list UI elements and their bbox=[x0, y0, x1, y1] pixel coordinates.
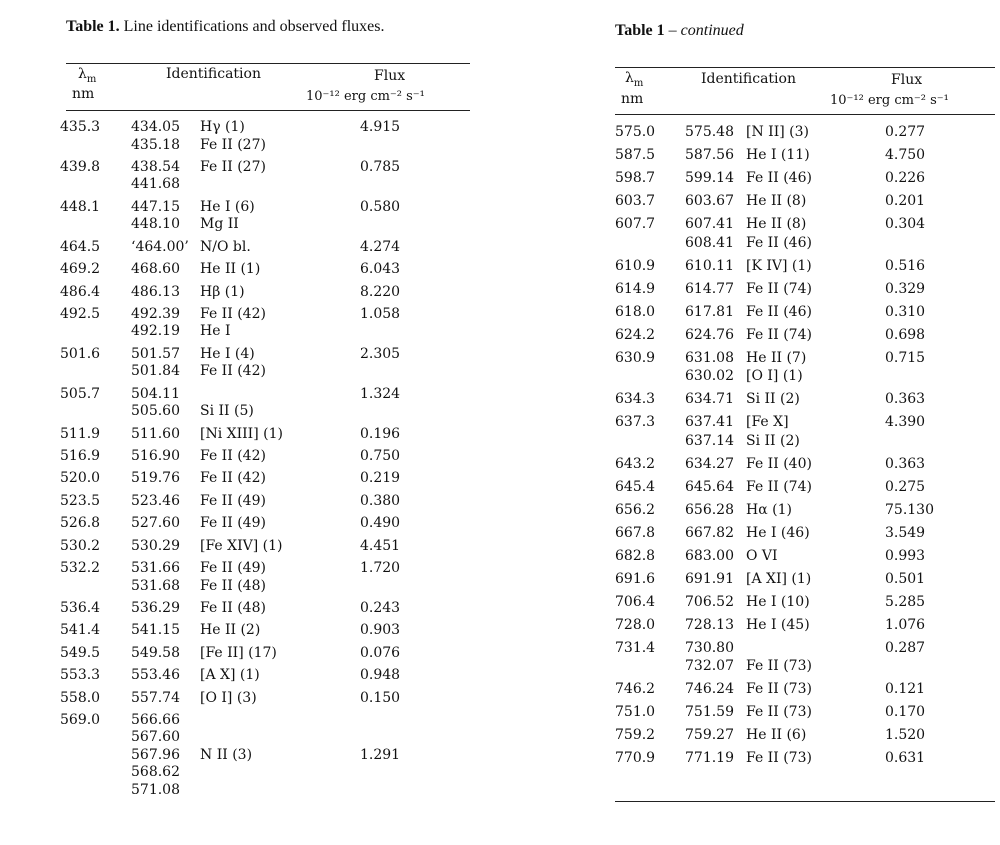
table-row bbox=[60, 599, 470, 617]
flux-value: 3.549 bbox=[885, 524, 926, 541]
table-row bbox=[60, 198, 470, 233]
observed-wavelength: 492.5 bbox=[60, 305, 101, 322]
observed-wavelength: 469.2 bbox=[60, 261, 101, 278]
lab-wavelength: 447.15 bbox=[131, 198, 180, 215]
table-row bbox=[60, 469, 470, 487]
observed-wavelength: 464.5 bbox=[60, 238, 101, 255]
ion-identification: Si II (2) bbox=[746, 391, 800, 407]
flux-value: 0.715 bbox=[885, 349, 926, 366]
lambda-subscript: m bbox=[633, 77, 644, 89]
ion-identification: Fe II (27) bbox=[200, 158, 266, 175]
observed-wavelength: 682.8 bbox=[615, 547, 656, 564]
observed-wavelength: 643.2 bbox=[615, 455, 656, 472]
lab-wavelength: 505.60 bbox=[131, 403, 180, 420]
lab-wavelength: 523.46 bbox=[131, 492, 180, 509]
lambda-symbol: λ bbox=[625, 70, 634, 86]
ion-identification: Fe II (48) bbox=[200, 599, 266, 616]
lab-wavelength: 549.58 bbox=[131, 644, 180, 661]
flux-value: 8.220 bbox=[360, 283, 401, 300]
observed-wavelength: 759.2 bbox=[615, 727, 656, 743]
table-row bbox=[60, 238, 470, 256]
ion-identification: [Fe XIV] (1) bbox=[200, 537, 283, 554]
observed-wavelength: 603.7 bbox=[615, 193, 656, 209]
observed-wavelength: 541.4 bbox=[60, 622, 101, 639]
flux-value: 0.363 bbox=[885, 391, 926, 407]
lab-wavelength: 603.67 bbox=[685, 193, 734, 209]
table-row bbox=[615, 749, 995, 768]
ion-identification: Fe II (73) bbox=[746, 658, 812, 674]
flux-value: 4.274 bbox=[360, 238, 401, 255]
lab-wavelength: 486.13 bbox=[131, 283, 180, 300]
table-row bbox=[615, 215, 995, 252]
col-header-unit: nm bbox=[621, 91, 644, 107]
lab-wavelength: 637.41 bbox=[685, 414, 734, 430]
flux-value: 1.291 bbox=[360, 746, 401, 763]
flux-value: 0.287 bbox=[885, 639, 926, 656]
lab-wavelength: 557.74 bbox=[131, 689, 180, 706]
table-row bbox=[615, 390, 995, 409]
flux-value: 0.150 bbox=[360, 689, 401, 706]
flux-value: 0.516 bbox=[885, 257, 926, 274]
flux-value: 1.720 bbox=[360, 560, 401, 576]
col-header-lambda bbox=[78, 66, 96, 85]
table-row bbox=[60, 345, 470, 380]
flux-value: 0.363 bbox=[885, 455, 926, 472]
ion-identification: Fe II (73) bbox=[746, 750, 812, 766]
ion-identification: Fe II (46) bbox=[746, 303, 812, 320]
ion-identification: Si II (5) bbox=[200, 403, 254, 420]
lab-wavelength: 656.28 bbox=[685, 501, 734, 518]
lab-wavelength: 751.59 bbox=[685, 704, 734, 720]
col-header-flux: Flux bbox=[891, 72, 923, 88]
flux-value: 0.580 bbox=[360, 198, 401, 215]
lab-wavelength: 732.07 bbox=[685, 658, 734, 674]
table-row bbox=[615, 703, 995, 722]
col-header-identification: Identification bbox=[166, 66, 261, 82]
lab-wavelength: 441.68 bbox=[131, 176, 180, 193]
flux-value: 0.076 bbox=[360, 644, 401, 661]
lab-wavelength: 730.80 bbox=[685, 639, 734, 656]
ion-identification: [Ni XIII] (1) bbox=[200, 425, 283, 442]
flux-value: 0.219 bbox=[360, 470, 401, 487]
ion-identification: Fe II (73) bbox=[746, 704, 812, 720]
lab-wavelength: 691.91 bbox=[685, 570, 734, 587]
lab-wavelength: 746.24 bbox=[685, 681, 734, 697]
lab-wavelength: 501.57 bbox=[131, 345, 180, 362]
ion-identification: Fe II (74) bbox=[746, 478, 812, 495]
col-header-identification: Identification bbox=[701, 71, 796, 87]
col-header-unit: nm bbox=[72, 86, 95, 102]
table-caption bbox=[66, 18, 384, 36]
table-row bbox=[615, 570, 995, 589]
lab-wavelength: 531.68 bbox=[131, 577, 180, 594]
observed-wavelength: 553.3 bbox=[60, 667, 101, 684]
flux-value: 1.324 bbox=[360, 385, 401, 402]
table-row bbox=[60, 689, 470, 707]
flux-value: 0.304 bbox=[885, 216, 926, 232]
ion-identification: Fe II (49) bbox=[200, 492, 266, 509]
flux-value: 0.121 bbox=[885, 681, 926, 697]
lab-wavelength: 504.11 bbox=[131, 385, 180, 402]
lab-wavelength: 492.19 bbox=[131, 323, 180, 340]
ion-identification: Fe II (49) bbox=[200, 560, 266, 576]
ion-identification: He I (10) bbox=[746, 593, 810, 610]
flux-value: 0.226 bbox=[885, 170, 926, 186]
flux-value: 0.277 bbox=[885, 124, 926, 140]
flux-value: 0.275 bbox=[885, 478, 926, 495]
observed-wavelength: 549.5 bbox=[60, 644, 101, 661]
lab-wavelength: 617.81 bbox=[685, 303, 734, 320]
table-row bbox=[60, 644, 470, 662]
flux-value: 0.329 bbox=[885, 280, 926, 297]
observed-wavelength: 523.5 bbox=[60, 492, 101, 509]
ion-identification: He II (6) bbox=[746, 727, 807, 743]
observed-wavelength: 530.2 bbox=[60, 537, 101, 554]
flux-value: 4.750 bbox=[885, 147, 926, 163]
lab-wavelength: 516.90 bbox=[131, 448, 180, 464]
header-rule bbox=[66, 110, 470, 111]
observed-wavelength: 558.0 bbox=[60, 689, 101, 706]
ion-identification: He I (45) bbox=[746, 616, 810, 633]
ion-identification: Fe II (27) bbox=[200, 136, 266, 153]
lab-wavelength: 771.19 bbox=[685, 750, 734, 766]
table-row bbox=[615, 192, 995, 211]
lambda-symbol: λ bbox=[78, 66, 87, 82]
flux-value: 0.380 bbox=[360, 492, 401, 509]
table-row bbox=[615, 478, 995, 497]
ion-identification: Fe II (49) bbox=[200, 515, 266, 532]
caption-label: Table 1. bbox=[66, 18, 120, 35]
flux-value: 1.058 bbox=[360, 305, 401, 322]
flux-value: 0.501 bbox=[885, 570, 926, 587]
observed-wavelength: 614.9 bbox=[615, 280, 656, 297]
lab-wavelength: 759.27 bbox=[685, 727, 734, 743]
table-row bbox=[615, 349, 995, 386]
lab-wavelength: 587.56 bbox=[685, 147, 734, 163]
flux-value: 4.451 bbox=[360, 537, 401, 554]
table-row bbox=[60, 537, 470, 555]
ion-identification: Hγ (1) bbox=[200, 119, 245, 135]
ion-identification: [O I] (1) bbox=[746, 368, 803, 384]
flux-value: 0.170 bbox=[885, 704, 926, 720]
col-header-flux-unit: 10⁻¹² erg cm⁻² s⁻¹ bbox=[830, 93, 949, 108]
table-row bbox=[615, 455, 995, 474]
ion-identification: He II (7) bbox=[746, 349, 807, 366]
flux-value: 0.785 bbox=[360, 158, 401, 175]
table-row bbox=[60, 260, 470, 278]
lab-wavelength: 624.76 bbox=[685, 326, 734, 343]
table-row bbox=[60, 559, 470, 594]
observed-wavelength: 526.8 bbox=[60, 515, 101, 532]
observed-wavelength: 634.3 bbox=[615, 391, 656, 407]
top-rule bbox=[615, 67, 995, 68]
flux-value: 4.915 bbox=[360, 119, 401, 135]
flux-value: 0.948 bbox=[360, 667, 401, 684]
col-header-flux-unit: 10⁻¹² erg cm⁻² s⁻¹ bbox=[306, 89, 425, 104]
table-row bbox=[615, 169, 995, 188]
observed-wavelength: 511.9 bbox=[60, 425, 101, 442]
observed-wavelength: 520.0 bbox=[60, 470, 101, 487]
table-row bbox=[60, 385, 470, 420]
lab-wavelength: 706.52 bbox=[685, 593, 734, 610]
table-row bbox=[615, 726, 995, 745]
ion-identification: He II (2) bbox=[200, 622, 261, 639]
ion-identification: He I (11) bbox=[746, 147, 810, 163]
flux-value: 75.130 bbox=[885, 501, 934, 518]
lab-wavelength: 599.14 bbox=[685, 170, 734, 186]
ion-identification: Fe II (74) bbox=[746, 280, 812, 297]
lab-wavelength: 434.05 bbox=[131, 119, 180, 135]
lab-wavelength: 448.10 bbox=[131, 216, 180, 233]
observed-wavelength: 501.6 bbox=[60, 345, 101, 362]
lab-wavelength: 571.08 bbox=[131, 781, 180, 798]
lab-wavelength: 438.54 bbox=[131, 158, 180, 175]
table-row bbox=[615, 639, 995, 676]
table-row bbox=[60, 711, 470, 799]
lab-wavelength: 631.08 bbox=[685, 349, 734, 366]
table-row bbox=[615, 680, 995, 699]
table-row bbox=[615, 303, 995, 322]
top-rule bbox=[66, 63, 470, 64]
flux-value: 1.520 bbox=[885, 727, 926, 743]
lab-wavelength: 541.15 bbox=[131, 622, 180, 639]
observed-wavelength: 532.2 bbox=[60, 560, 101, 576]
ion-identification: He I (46) bbox=[746, 524, 810, 541]
ion-identification: [A X] (1) bbox=[200, 667, 260, 684]
flux-value: 2.305 bbox=[360, 345, 401, 362]
observed-wavelength: 587.5 bbox=[615, 147, 656, 163]
lab-wavelength: 568.62 bbox=[131, 764, 180, 781]
ion-identification: O VI bbox=[746, 547, 778, 564]
ion-identification: Hβ (1) bbox=[200, 283, 245, 300]
flux-value: 0.490 bbox=[360, 515, 401, 532]
flux-value: 6.043 bbox=[360, 261, 401, 278]
table-row bbox=[615, 280, 995, 299]
observed-wavelength: 575.0 bbox=[615, 124, 656, 140]
lab-wavelength: 435.18 bbox=[131, 136, 180, 153]
header-rule bbox=[615, 114, 995, 115]
lab-wavelength: 492.39 bbox=[131, 305, 180, 322]
lab-wavelength: 530.29 bbox=[131, 537, 180, 554]
observed-wavelength: 610.9 bbox=[615, 257, 656, 274]
ion-identification: Fe II (73) bbox=[746, 681, 812, 697]
table-row bbox=[615, 616, 995, 635]
lab-wavelength: 566.66 bbox=[131, 711, 180, 728]
flux-value: 0.196 bbox=[360, 425, 401, 442]
lab-wavelength: 567.96 bbox=[131, 746, 180, 763]
table-row bbox=[60, 666, 470, 684]
table-row bbox=[615, 501, 995, 520]
observed-wavelength: 770.9 bbox=[615, 750, 656, 766]
table-row bbox=[60, 283, 470, 301]
ion-identification: Fe II (42) bbox=[200, 305, 266, 322]
observed-wavelength: 656.2 bbox=[615, 501, 656, 518]
table-row bbox=[615, 146, 995, 165]
ion-identification: He II (8) bbox=[746, 216, 807, 232]
lab-wavelength: 608.41 bbox=[685, 234, 734, 251]
observed-wavelength: 630.9 bbox=[615, 349, 656, 366]
lab-wavelength: 511.60 bbox=[131, 425, 180, 442]
observed-wavelength: 706.4 bbox=[615, 593, 656, 610]
lab-wavelength: 575.48 bbox=[685, 124, 734, 140]
lab-wavelength: 634.71 bbox=[685, 391, 734, 407]
ion-identification: [Fe X] bbox=[746, 414, 789, 430]
flux-value: 0.750 bbox=[360, 448, 401, 464]
ion-identification: He I (6) bbox=[200, 198, 255, 215]
lab-wavelength: 468.60 bbox=[131, 261, 180, 278]
observed-wavelength: 598.7 bbox=[615, 170, 656, 186]
lab-wavelength: 567.60 bbox=[131, 729, 180, 746]
ion-identification: He II (8) bbox=[746, 193, 807, 209]
ion-identification: Fe II (46) bbox=[746, 170, 812, 186]
table-row bbox=[60, 118, 470, 153]
ion-identification: Fe II (48) bbox=[200, 577, 266, 594]
observed-wavelength: 505.7 bbox=[60, 385, 101, 402]
ion-identification: Fe II (42) bbox=[200, 363, 266, 380]
flux-value: 0.631 bbox=[885, 750, 926, 766]
observed-wavelength: 645.4 bbox=[615, 478, 656, 495]
lab-wavelength: 553.46 bbox=[131, 667, 180, 684]
ion-identification: Fe II (42) bbox=[200, 470, 266, 487]
lab-wavelength: 607.41 bbox=[685, 216, 734, 232]
observed-wavelength: 728.0 bbox=[615, 616, 656, 633]
table-row bbox=[615, 123, 995, 142]
table-row bbox=[615, 257, 995, 276]
table-row bbox=[615, 547, 995, 566]
lab-wavelength: 531.66 bbox=[131, 560, 180, 576]
lab-wavelength: 610.11 bbox=[685, 257, 734, 274]
ion-identification: Fe II (42) bbox=[200, 448, 266, 464]
ion-identification: Si II (2) bbox=[746, 432, 800, 449]
ion-identification: [A XI] (1) bbox=[746, 570, 812, 587]
ion-identification: Hα (1) bbox=[746, 501, 792, 518]
observed-wavelength: 569.0 bbox=[60, 711, 101, 728]
observed-wavelength: 731.4 bbox=[615, 639, 656, 656]
observed-wavelength: 746.2 bbox=[615, 681, 656, 697]
observed-wavelength: 448.1 bbox=[60, 198, 101, 215]
table-row bbox=[60, 621, 470, 639]
ion-identification: N II (3) bbox=[200, 746, 253, 763]
lab-wavelength: 728.13 bbox=[685, 616, 734, 633]
ion-identification: He I (4) bbox=[200, 345, 255, 362]
observed-wavelength: 691.6 bbox=[615, 570, 656, 587]
ion-identification: Mg II bbox=[200, 216, 239, 233]
table-row bbox=[615, 593, 995, 612]
table-caption bbox=[615, 22, 744, 40]
table-row bbox=[60, 158, 470, 193]
observed-wavelength: 624.2 bbox=[615, 326, 656, 343]
lab-wavelength: 645.64 bbox=[685, 478, 734, 495]
flux-value: 0.243 bbox=[360, 599, 401, 616]
table-row bbox=[60, 447, 470, 465]
ion-identification: N/O bl. bbox=[200, 238, 251, 255]
lab-wavelength: 519.76 bbox=[131, 470, 180, 487]
lab-wavelength: 637.14 bbox=[685, 432, 734, 449]
caption-text: – continued bbox=[668, 22, 744, 39]
table-row bbox=[615, 413, 995, 450]
observed-wavelength: 516.9 bbox=[60, 448, 101, 464]
observed-wavelength: 618.0 bbox=[615, 303, 656, 320]
table-row bbox=[60, 425, 470, 443]
ion-identification: [N II] (3) bbox=[746, 124, 809, 140]
table-row bbox=[615, 524, 995, 543]
lab-wavelength: 667.82 bbox=[685, 524, 734, 541]
observed-wavelength: 667.8 bbox=[615, 524, 656, 541]
flux-value: 0.698 bbox=[885, 326, 926, 343]
col-header-lambda bbox=[625, 70, 643, 89]
ion-identification: He I bbox=[200, 323, 231, 340]
lab-wavelength: ‘464.00’ bbox=[131, 238, 189, 255]
ion-identification: Fe II (46) bbox=[746, 234, 812, 251]
flux-value: 0.993 bbox=[885, 547, 926, 564]
lab-wavelength: 614.77 bbox=[685, 280, 734, 297]
ion-identification: [O I] (3) bbox=[200, 689, 257, 706]
observed-wavelength: 439.8 bbox=[60, 158, 101, 175]
ion-identification: [Fe II] (17) bbox=[200, 644, 277, 661]
observed-wavelength: 607.7 bbox=[615, 216, 656, 232]
table-row bbox=[60, 305, 470, 340]
flux-value: 0.201 bbox=[885, 193, 926, 209]
lab-wavelength: 527.60 bbox=[131, 515, 180, 532]
ion-identification: He II (1) bbox=[200, 261, 261, 278]
lab-wavelength: 683.00 bbox=[685, 547, 734, 564]
flux-value: 0.310 bbox=[885, 303, 926, 320]
flux-value: 1.076 bbox=[885, 616, 926, 633]
table-row bbox=[60, 514, 470, 532]
observed-wavelength: 536.4 bbox=[60, 599, 101, 616]
lab-wavelength: 536.29 bbox=[131, 599, 180, 616]
col-header-flux: Flux bbox=[374, 68, 406, 84]
ion-identification: Fe II (74) bbox=[746, 326, 812, 343]
ion-identification: Fe II (40) bbox=[746, 455, 812, 472]
flux-value: 5.285 bbox=[885, 593, 926, 610]
lab-wavelength: 501.84 bbox=[131, 363, 180, 380]
lab-wavelength: 634.27 bbox=[685, 455, 734, 472]
observed-wavelength: 486.4 bbox=[60, 283, 101, 300]
flux-value: 0.903 bbox=[360, 622, 401, 639]
table-row bbox=[60, 492, 470, 510]
caption-label: Table 1 bbox=[615, 22, 665, 39]
lambda-subscript: m bbox=[86, 73, 97, 85]
flux-value: 4.390 bbox=[885, 414, 926, 430]
ion-identification: [K IV] (1) bbox=[746, 257, 812, 274]
bottom-rule bbox=[615, 801, 995, 802]
lab-wavelength: 630.02 bbox=[685, 368, 734, 384]
observed-wavelength: 435.3 bbox=[60, 119, 101, 135]
observed-wavelength: 637.3 bbox=[615, 414, 656, 430]
caption-text: Line identifications and observed fluxes. bbox=[123, 18, 385, 35]
table-row bbox=[615, 326, 995, 345]
observed-wavelength: 751.0 bbox=[615, 704, 656, 720]
